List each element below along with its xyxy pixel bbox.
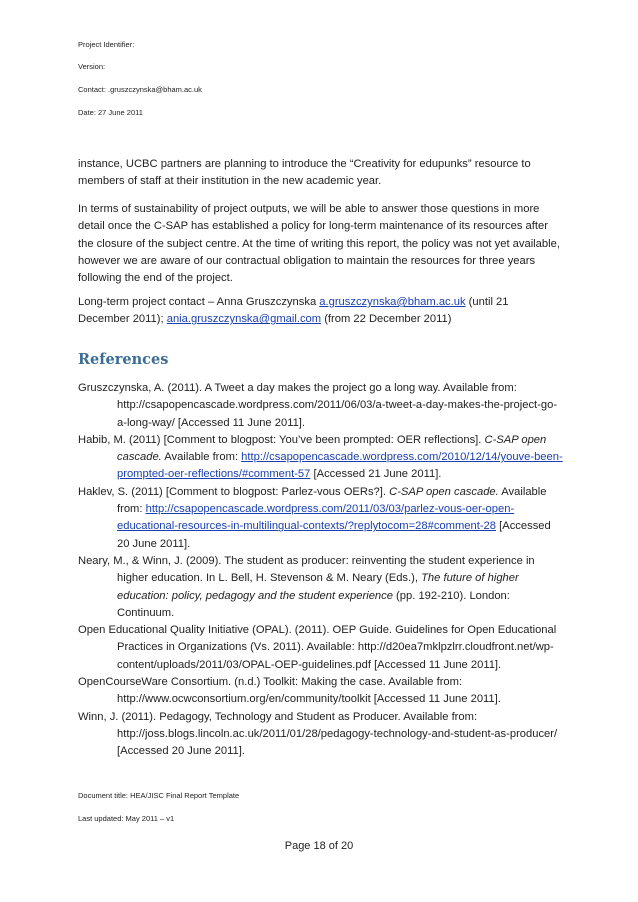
reference-text: (pp. 192-210). London: Continuum. bbox=[117, 589, 510, 619]
reference-source-title: C-SAP open cascade. bbox=[389, 485, 499, 498]
contact-paragraph bbox=[78, 294, 560, 329]
email-link-work[interactable]: a.gruszczynska@bham.ac.uk bbox=[319, 296, 466, 308]
reference-item bbox=[78, 484, 564, 553]
reference-item bbox=[78, 674, 564, 709]
footer-last-updated: Last updated: May 2011 – v1 bbox=[78, 814, 175, 823]
contact-line bbox=[78, 294, 560, 329]
reference-text: Available from: bbox=[161, 451, 242, 464]
contact-suffix: (from 22 December 2011) bbox=[321, 313, 452, 326]
references-heading: References bbox=[78, 351, 169, 368]
reference-text: OpenCourseWare Consortium. (n.d.) Toolkit: Making the case. Available from: http://www.ocwconsortium.org/en/community/toolkit [Accessed 11 June 2011]. bbox=[78, 676, 501, 706]
page-number: Page 18 of 20 bbox=[284, 840, 354, 852]
paragraph-text: In terms of sustainability of project outputs, we will be able to answer those questions in more detail once the C-SAP has established a policy for long-term maintenance of its resources after the closure of the subject centre. At the time of writing this report, the policy was not yet available, however we are aware of our contractual obligation to maintain the resources for three years following the end of the project. bbox=[78, 203, 560, 285]
paragraph-text: instance, UCBC partners are planning to introduce the “Creativity for edupunks” resource to members of staff at their institution in the new academic year. bbox=[78, 158, 531, 188]
reference-item bbox=[78, 380, 564, 432]
reference-link[interactable]: http://csapopencascade.wordpress.com/2011/03/03/parlez-vous-oer-open-educational-resources-in-multilingual-contexts/?replytocom=28#comment-28 bbox=[117, 503, 515, 533]
reference-link[interactable]: http://csapopencascade.wordpress.com/2010/12/14/youve-been-prompted-oer-reflections/#comment-57 bbox=[117, 451, 563, 481]
contact-prefix: Long-term project contact – Anna Gruszczynska bbox=[78, 296, 320, 308]
reference-text: Neary, M., & Winn, J. (2009). The student as producer: reinventing the student experience in higher education. In L. Bell, H. Stevenson & M. Neary (Eds.), bbox=[78, 554, 535, 585]
reference-source-title: C-SAP open cascade. bbox=[117, 433, 547, 464]
references-list bbox=[78, 380, 564, 761]
reference-text: [Accessed 20 June 2011]. bbox=[117, 520, 551, 550]
reference-book-title: The future of higher education: policy, pedagogy and the student experience bbox=[117, 572, 519, 602]
body-paragraph-2 bbox=[78, 201, 560, 287]
contact-mid: (until 21 December 2011); bbox=[78, 296, 509, 326]
reference-text: Haklev, S. (2011) [Comment to blogpost: Parlez-vous OERs?]. bbox=[78, 485, 390, 498]
header-contact: Contact: .gruszczynska@bham.ac.uk bbox=[78, 85, 202, 94]
reference-item bbox=[78, 622, 564, 674]
reference-text: Gruszczynska, A. (2011). A Tweet a day makes the project go a long way. Available from: http://csapopencascade.wordpress.com/2011/06/03/a-tweet-a-day-makes-the-project-go-a-long-way/ [Accessed 11 June 2011]. bbox=[78, 382, 558, 429]
reference-text: Winn, J. (2011). Pedagogy, Technology and Student as Producer. Available from: http://joss.blogs.lincoln.ac.uk/2011/01/28/pedagogy-technology-and-student-as-producer/ [Accessed 20 June 2011]. bbox=[78, 710, 558, 758]
body-paragraph-1 bbox=[78, 156, 560, 191]
reference-text: [Accessed 21 June 2011]. bbox=[310, 468, 442, 481]
reference-text: Open Educational Quality Initiative (OPAL). (2011). OEP Guide. Guidelines for Open Educational Practices in Organizations (Vs. 2011). Available: http://d20ea7mklpzlrr.cloudfront.net/wp-content/uploads/2011/03/OPAL-OEP-guidelines.pdf [Accessed 11 June 2011]. bbox=[78, 624, 557, 671]
reference-item bbox=[78, 709, 564, 761]
header-version: Version: bbox=[78, 62, 106, 71]
reference-item bbox=[78, 553, 564, 622]
email-link-personal[interactable]: ania.gruszczynska@gmail.com bbox=[166, 313, 322, 326]
reference-text: Habib, M. (2011) [Comment to blogpost: You’ve been prompted: OER reflections]. bbox=[78, 433, 485, 446]
reference-item bbox=[78, 432, 564, 484]
header-project-identifier: Project Identifier: bbox=[78, 40, 135, 49]
header-date: Date: 27 June 2011 bbox=[78, 108, 143, 117]
reference-text: Available from: bbox=[117, 485, 547, 516]
footer-document-title: Document title: HEA/JISC Final Report Template bbox=[78, 791, 240, 800]
